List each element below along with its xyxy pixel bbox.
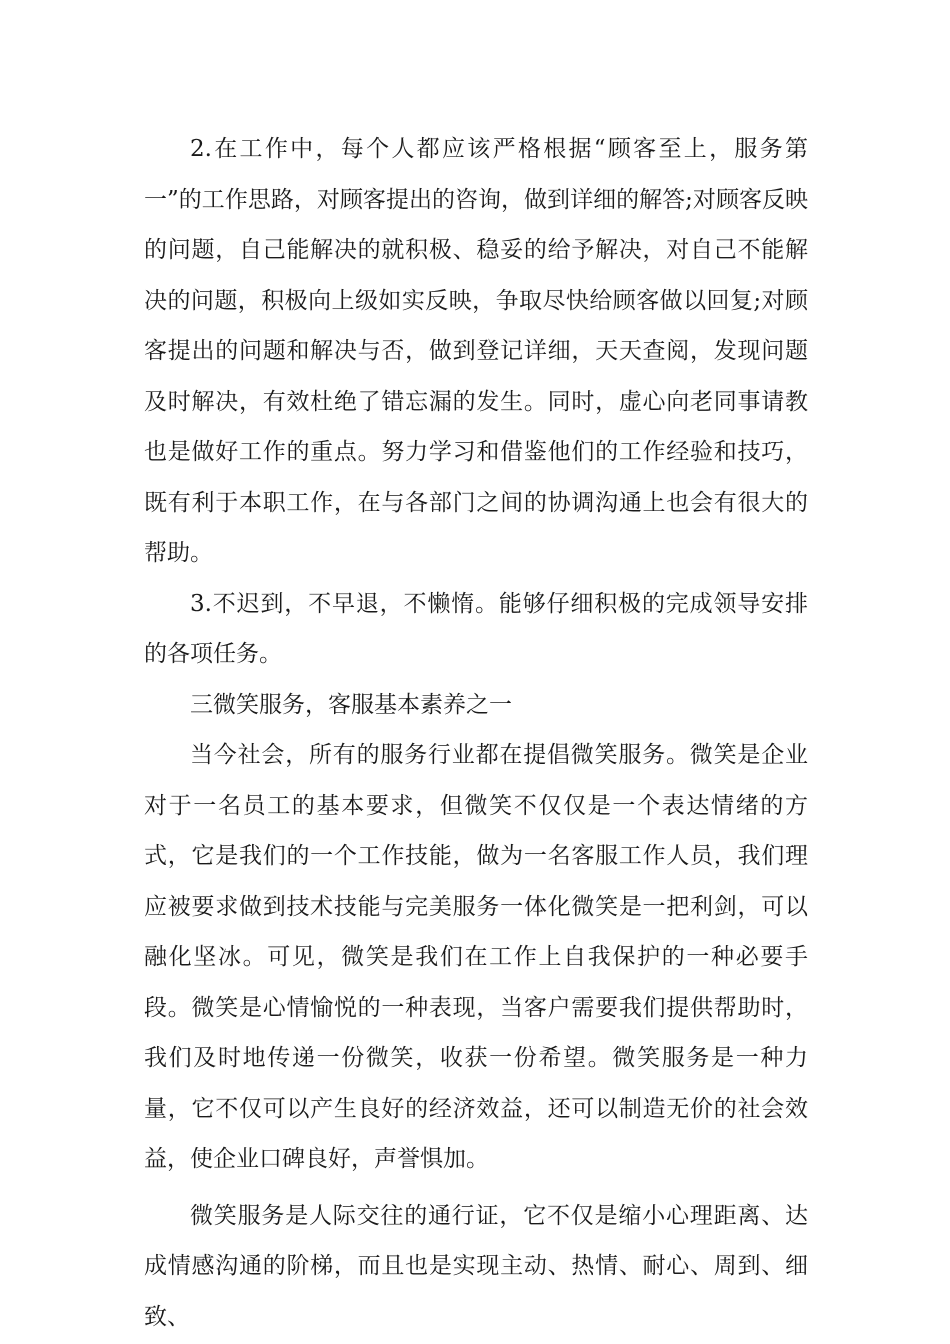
paragraph-smile-service: 当今社会，所有的服务行业都在提倡微笑服务。微笑是企业对于一名员工的基本要求，但微笑不仅仅是一个表达情绪的方式，它是我们的一个工作技能，做为一名客服工作人员，我们理应被要求做到技术技能与完美服务一体化微笑是一把利剑，可以融化坚冰。可见，微笑是我们在工作上自我保护的一种必要手段。微笑是心情愉悦的一种表现，当客户需要我们提供帮助时，我们及时地传递一份微笑，收获一份希望。微笑服务是一种力量，它不仅可以产生良好的经济效益，还可以制造无价的社会效益，使企业口碑良好，声誉惧加。: [144, 742, 808, 1172]
paragraph-work-principles: 2.在工作中，每个人都应该严格根据“顾客至上，服务第一”的工作思路，对顾客提出的咨询，做到详细的解答;对顾客反映的问题，自己能解决的就积极、稳妥的给予解决，对自己不能解决的问题，积极向上级如实反映，争取尽快给顾客做以回复;对顾客提出的问题和解决与否，做到登记详细，天天查阅，发现问题及时解决，有效杜绝了错忘漏的发生。同时，虚心向老同事请教也是做好工作的重点。努力学习和借鉴他们的工作经验和技巧，既有利于本职工作，在与各部门之间的协调沟通上也会有很大的帮助。: [144, 136, 808, 566]
document-body: [144, 124, 808, 1342]
section-heading-smile-service: 三微笑服务，客服基本素养之一: [190, 691, 512, 718]
paragraph-smile-passport: 微笑服务是人际交往的通行证，它不仅是缩小心理距离、达成情感沟通的阶梯，而且也是实现主动、热情、耐心、周到、细致、: [144, 1202, 808, 1330]
paragraph-attendance: 3.不迟到，不早退，不懒惰。能够仔细积极的完成领导安排的各项任务。: [144, 590, 808, 667]
